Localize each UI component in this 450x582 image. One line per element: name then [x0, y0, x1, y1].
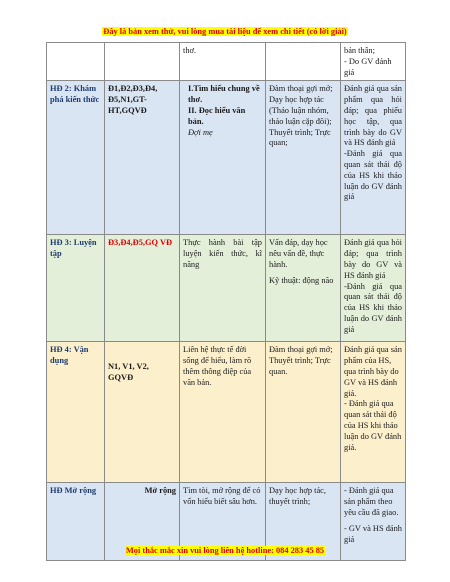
method-cell: Đàm thoại gợi mở; Thuyết trình; Trực quan.: [266, 342, 341, 483]
competency-cell: N1, V1, V2, GQVĐ: [105, 342, 180, 483]
preview-notice: [0, 27, 450, 36]
assessment-cell: Đánh giá qua hỏi đáp; qua trình bày do GV và HS đánh giá -Đánh giá qua quan sát thái độ của HS khi thảo luận do GV đánh giá: [341, 235, 406, 342]
activity-cell: HĐ Mở rộng: [47, 483, 105, 561]
hotline-notice: [0, 546, 450, 555]
content-cell: thơ.: [180, 43, 266, 81]
activity-cell: HĐ 2: Khám phá kiến thức: [47, 81, 105, 235]
activity-cell: HĐ 3: Luyện tập: [47, 235, 105, 342]
competency-cell: Đ1,Đ2,Đ3,Đ4, Đ5,N1,GT-HT,GQVĐ: [105, 81, 180, 235]
competency-cell: Đ3,Đ4,Đ5,GQ VĐ: [105, 235, 180, 342]
assessment-cell: Đánh giá qua sản phẩm của HS, qua trình bày do GV và HS đánh giá. - Đánh giá qua quan sát thái độ của HS khi thảo luận do GV đánh giá.: [341, 342, 406, 483]
table-row: [47, 43, 406, 81]
preview-notice-text: Đây là bản xem thử, vui lòng mua tài liệu để xem chi tiết (có lời giải): [103, 27, 347, 36]
text-title: Đợi mẹ: [188, 127, 213, 137]
content-cell: [180, 81, 266, 235]
content-cell: Thực hành bài tập luyện kiến thức, kĩ năng: [180, 235, 266, 342]
content-heading-1: I.Tìm hiểu chung về thơ.: [188, 84, 260, 105]
assessment-cell: Đánh giá qua sản phẩm qua hỏi đáp; qua phiếu học tập, qua trình bày do GV và HS đánh giá -Đánh giá qua quan sát thái độ của HS khi thảo luận do GV đánh giá: [341, 81, 406, 235]
content-heading-2: II. Đọc hiểu văn bản.: [188, 105, 246, 126]
method-cell: Đàm thoại gợi mở; Dạy học hợp tác (Thảo luận nhóm, thảo luận cặp đôi); Thuyết trình; Trực quan;: [266, 81, 341, 235]
method-cell: [266, 43, 341, 81]
assessment-note: - GV và HS đánh giá: [344, 523, 402, 544]
method-text: Vấn đáp, dạy học nêu vấn đề, thực hành.: [269, 238, 328, 269]
assessment-text: - Đánh giá qua sản phẩm theo yêu cầu đã giao.: [344, 486, 399, 517]
competency-cell: Mở rộng: [105, 483, 180, 561]
method-cell: Dạy học hợp tác, thuyết trình;: [266, 483, 341, 561]
table-row: [47, 342, 406, 483]
table-row: [47, 235, 406, 342]
lesson-plan-table: [46, 42, 406, 561]
method-technique: Kỹ thuật: động não: [269, 275, 334, 285]
activity-cell: [47, 43, 105, 81]
activity-cell: HĐ 4: Vận dụng: [47, 342, 105, 483]
content-cell: Liên hệ thực tế đời sống để hiểu, làm rõ thêm thông điệp của văn bản.: [180, 342, 266, 483]
content-cell: Tìm tòi, mở rộng để có vốn hiểu biết sâu hơn.: [180, 483, 266, 561]
method-cell: [266, 235, 341, 342]
table-row: [47, 81, 406, 235]
hotline-notice-text: Mọi thắc mắc xin vui lòng liên hệ hotline: 084 283 45 85: [125, 546, 325, 555]
competency-cell: [105, 43, 180, 81]
assessment-cell: bản thân; - Do GV đánh giá: [341, 43, 406, 81]
